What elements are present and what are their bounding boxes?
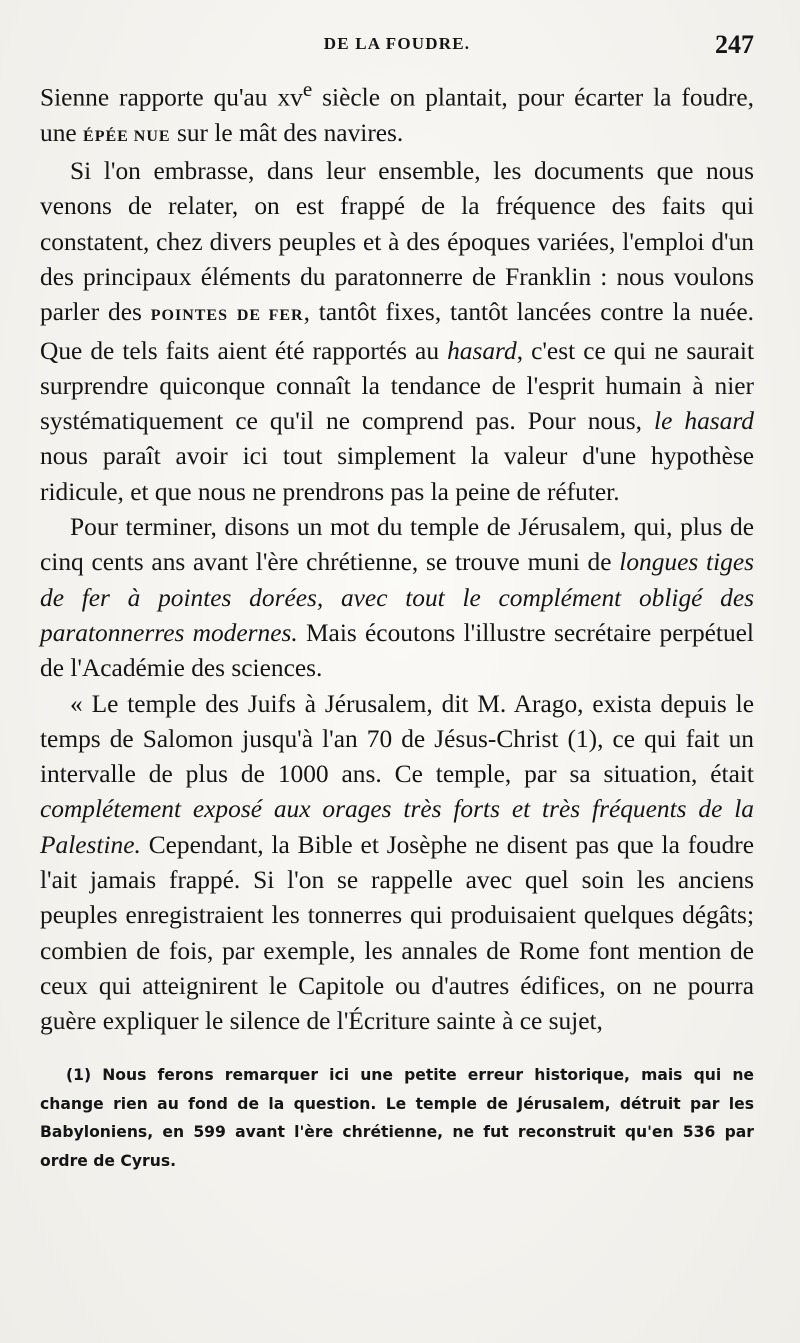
text-run: nous paraît avoir ici tout simplement la valeur d'une hypothèse ridicule, et que nous ne prendrons pas la peine de réfuter. (40, 442, 754, 506)
italic-text: le hasard (654, 407, 754, 436)
paragraph-3 (40, 510, 754, 686)
page-number: 247 (715, 30, 754, 59)
italic-text: hasard (447, 336, 517, 365)
text-run: Mais écoutons l'illustre secrétaire perpétuel de l'Académie des sciences. (40, 618, 754, 683)
italic-text: complétement exposé aux orages très forts et très fréquents de la Palestine. (40, 795, 754, 859)
text-run: , c'est ce qui ne saurait surprendre quiconque connaît la tendance de l'esprit humain à nier systématiquement ce qu'il ne comprend pas. Pour nous, (40, 336, 754, 436)
italic-text: longues tiges de fer à pointes dorées, avec tout le complément obligé des paratonnerres modernes. (40, 548, 754, 647)
page-header (40, 30, 754, 72)
text-run: Cependant, la Bible et Josèphe ne disent pas que la foudre l'ait jamais frappé. Si l'on se rappelle avec quel soin les anciens peuples enregistraient les tonnerres qui produisaient quelques dégâts; combien de fois, par exemple, les annales de Rome font mention de ceux qui atteignirent le Capitole ou d'autres édifices, on ne pourra guère expliquer le silence de l'Écriture sainte à ce sujet, (40, 830, 754, 1036)
paragraph-4 (40, 687, 754, 1040)
small-caps: ÉPÉE NUE (83, 127, 171, 145)
text-run: siècle on plantait, pour écarter la foudre, une (40, 83, 755, 147)
text-run: Pour terminer, disons un mot du temple de Jérusalem, qui, plus de cinq cents ans avant l'ère chrétienne, se trouve muni de (40, 513, 754, 577)
paragraph-1 (40, 72, 754, 154)
text-run (228, 298, 237, 326)
text-run: Si l'on embrasse, dans leur ensemble, les documents que nous venons de relater, on est frappé de la fréquence des faits qui constatent, chez divers peuples et à des époques variées, l'emploi d'un des principaux éléments du paratonnerre de Franklin : nous voulons parler des (40, 157, 754, 327)
text-run: sur le mât des navires. (170, 118, 404, 147)
text-run: , tantôt fixes, tantôt lancées contre la nuée. Que de tels faits aient été rapportés au (40, 298, 754, 365)
small-caps: POINTES (150, 307, 228, 325)
body-text (40, 72, 754, 1039)
footnote-spacer (40, 1039, 754, 1061)
footnote: (1) Nous ferons remarquer ici une petite erreur historique, mais qui ne change rien au fond de la question. Le temple de Jérusalem, détruit par les Babyloniens, en 599 avant l'ère chrétienne, ne fut reconstruit qu'en 536 par ordre de Cyrus. (40, 1066, 754, 1170)
small-caps: DE FER (236, 307, 304, 325)
text-run: « Le temple des Juifs à Jérusalem, dit M. Arago, exista depuis le temps de Salomon jusqu'à l'an 70 de Jésus-Christ (1), ce qui fait un intervalle de plus de 1000 ans. Ce temple, par sa situation, était (40, 689, 754, 789)
running-title: DE LA FOUDRE. (323, 34, 471, 53)
paragraph-2 (40, 154, 754, 510)
text-run: Sienne rapporte qu'au xv (40, 83, 303, 112)
superscript: e (302, 77, 313, 101)
